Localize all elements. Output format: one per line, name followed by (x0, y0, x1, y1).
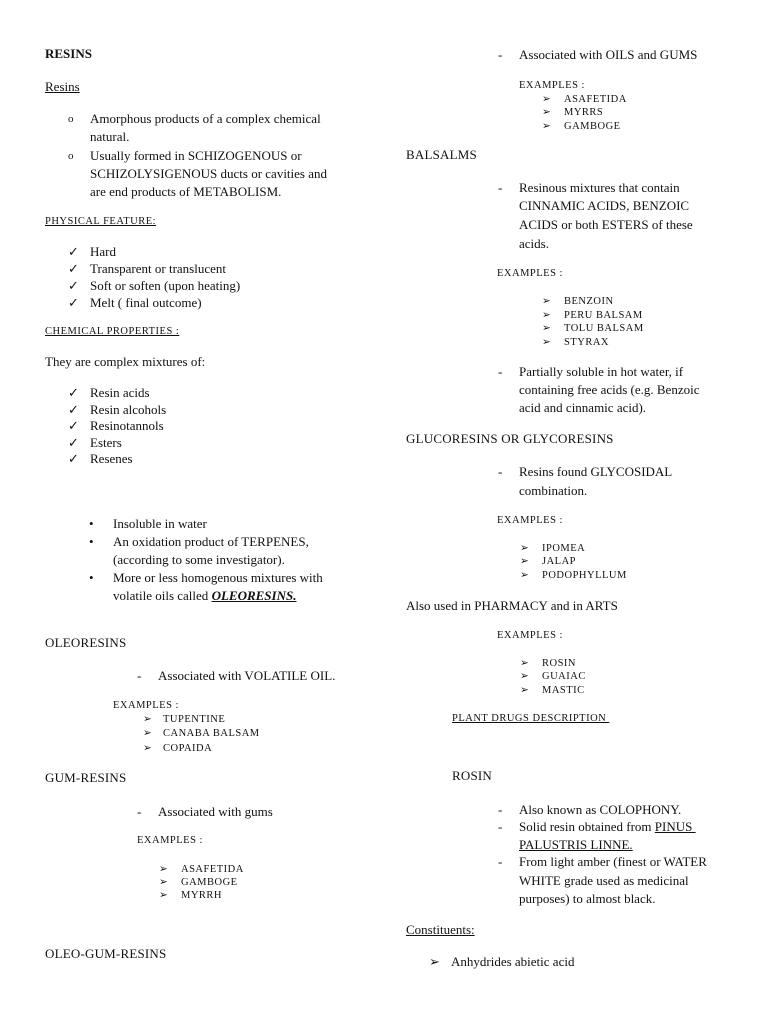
examples-label: EXAMPLES : (497, 268, 563, 279)
rosin-item (519, 818, 696, 836)
arrow-bullet-icon: ➢ (542, 337, 552, 348)
property-bullet-oleoresins (113, 587, 296, 605)
checkmark-icon: ✓ (68, 385, 79, 400)
rosin-item: purposes) to almost black. (519, 891, 656, 906)
arrow-bullet-icon: ➢ (520, 570, 530, 581)
example-item: PODOPHYLLUM (542, 570, 627, 581)
arrow-bullet-icon: ➢ (542, 94, 552, 105)
arrow-bullet-icon: ➢ (159, 877, 169, 888)
arrow-bullet-icon: ➢ (520, 685, 530, 696)
property-bullet: More or less homogenous mixtures with (113, 570, 323, 585)
rosin-item: Also known as COLOPHONY. (519, 802, 682, 817)
examples-label: EXAMPLES : (497, 630, 563, 641)
physical-item: Soft or soften (upon heating) (90, 278, 241, 293)
dash-icon: - (498, 464, 503, 479)
intro-line: Amorphous products of a complex chemical (90, 111, 321, 126)
oleo-gum-desc: Associated with OILS and GUMS (519, 47, 698, 62)
chemical-item: Resenes (90, 451, 133, 466)
example-item: JALAP (542, 556, 577, 567)
dot-bullet-icon: • (89, 516, 94, 531)
balsalms-heading: BALSALMS (406, 147, 477, 162)
rosin-item: WHITE grade used as medicinal (519, 873, 689, 888)
physical-item: Transparent or translucent (90, 261, 226, 276)
example-item: GUAIAC (542, 671, 586, 682)
chemical-item: Resin acids (90, 385, 150, 400)
example-item: GAMBOGE (181, 877, 238, 888)
example-item: MYRRH (181, 890, 223, 901)
intro-line: natural. (90, 129, 130, 144)
example-item: ROSIN (542, 658, 577, 669)
arrow-bullet-icon: ➢ (143, 714, 153, 725)
constituent-item: Anhydrides abietic acid (451, 954, 575, 969)
glucoresins-heading: GLUCORESINS OR GLYCORESINS (406, 431, 614, 446)
balsalms-note: Partially soluble in hot water, if (519, 364, 684, 379)
dash-icon: - (498, 180, 503, 195)
example-item: IPOMEA (542, 543, 586, 554)
arrow-bullet-icon: ➢ (542, 323, 552, 334)
rosin-item: From light amber (finest or WATER (519, 854, 707, 869)
circle-bullet-icon: o (68, 150, 74, 162)
examples-label: EXAMPLES : (137, 835, 203, 846)
checkmark-icon: ✓ (68, 402, 79, 417)
plant-drugs-heading: PLANT DRUGS DESCRIPTION (452, 713, 610, 724)
arrow-bullet-icon: ➢ (542, 107, 552, 118)
property-bullet: An oxidation product of TERPENES, (113, 534, 309, 549)
circle-bullet-icon: o (68, 113, 74, 125)
pharmacy-line: Also used in PHARMACY and in ARTS (406, 598, 618, 613)
arrow-bullet-icon: ➢ (542, 310, 552, 321)
arrow-bullet-icon: ➢ (159, 864, 169, 875)
balsalms-desc: CINNAMIC ACIDS, BENZOIC (519, 198, 690, 213)
checkmark-icon: ✓ (68, 261, 79, 276)
chemical-lead: They are complex mixtures of: (45, 354, 206, 369)
examples-label: EXAMPLES : (497, 515, 563, 526)
arrow-bullet-icon: ➢ (520, 658, 530, 669)
palustris-link: PALUSTRIS LINNE. (519, 837, 633, 852)
chemical-properties-heading: CHEMICAL PROPERTIES : (45, 326, 180, 337)
balsalms-desc: acids. (519, 236, 549, 251)
example-item: ASAFETIDA (564, 94, 627, 105)
example-item: PERU BALSAM (564, 310, 643, 321)
oleoresins-heading: OLEORESINS (45, 635, 127, 650)
physical-item: Melt ( final outcome) (90, 295, 202, 310)
resins-heading: Resins (45, 79, 80, 94)
examples-label: EXAMPLES : (113, 700, 179, 711)
dash-icon: - (498, 819, 503, 834)
intro-line: are end products of METABOLISM. (90, 184, 282, 199)
balsalms-desc: Resinous mixtures that contain (519, 180, 680, 195)
example-item: COPAIDA (163, 743, 213, 754)
chemical-item: Esters (90, 435, 122, 450)
physical-item: Hard (90, 244, 116, 259)
checkmark-icon: ✓ (68, 295, 79, 310)
dash-icon: - (137, 668, 142, 683)
balsalms-note: containing free acids (e.g. Benzoic (519, 382, 700, 397)
oleoresins-desc: Associated with VOLATILE OIL. (158, 668, 336, 683)
checkmark-icon: ✓ (68, 451, 79, 466)
rosin-item-text: Solid resin obtained from (519, 819, 655, 834)
arrow-bullet-icon: ➢ (520, 543, 530, 554)
example-item: GAMBOGE (564, 121, 621, 132)
oleo-gum-resins-heading: OLEO-GUM-RESINS (45, 946, 167, 961)
gum-resins-desc: Associated with gums (158, 804, 273, 819)
arrow-bullet-icon: ➢ (143, 728, 153, 739)
dash-icon: - (498, 364, 503, 379)
gum-resins-heading: GUM-RESINS (45, 770, 127, 785)
arrow-bullet-icon: ➢ (520, 671, 530, 682)
example-item: MASTIC (542, 685, 585, 696)
example-item: STYRAX (564, 337, 610, 348)
arrow-bullet-icon: ➢ (542, 121, 552, 132)
arrow-bullet-icon: ➢ (159, 890, 169, 901)
example-item: CANABA BALSAM (163, 728, 260, 739)
intro-line: SCHIZOLYSIGENOUS ducts or cavities and (90, 166, 328, 181)
checkmark-icon: ✓ (68, 244, 79, 259)
example-item: TUPENTINE (163, 714, 226, 725)
property-bullet: Insoluble in water (113, 516, 207, 531)
property-bullet: (according to some investigator). (113, 552, 285, 567)
checkmark-icon: ✓ (68, 418, 79, 433)
physical-feature-heading: PHYSICAL FEATURE: (45, 216, 157, 227)
example-item: BENZOIN (564, 296, 614, 307)
balsalms-desc: ACIDS or both ESTERS of these (519, 217, 693, 232)
checkmark-icon: ✓ (68, 435, 79, 450)
chemical-item: Resin alcohols (90, 402, 167, 417)
dot-bullet-icon: • (89, 534, 94, 549)
pinus-link: PINUS (654, 819, 696, 834)
dash-icon: - (498, 47, 503, 62)
example-item: MYRRS (564, 107, 604, 118)
property-bullet-text: volatile oils called (113, 588, 212, 603)
intro-line: Usually formed in SCHIZOGENOUS or (90, 148, 302, 163)
dash-icon: - (137, 804, 142, 819)
example-item: ASAFETIDA (181, 864, 244, 875)
arrow-bullet-icon: ➢ (542, 296, 552, 307)
page-title: RESINS (45, 46, 92, 61)
balsalms-note: acid and cinnamic acid). (519, 400, 647, 415)
rosin-heading: ROSIN (452, 768, 493, 783)
constituents-heading: Constituents: (406, 922, 475, 937)
checkmark-icon: ✓ (68, 278, 79, 293)
examples-label: EXAMPLES : (519, 80, 585, 91)
arrow-bullet-icon: ➢ (520, 556, 530, 567)
oleoresins-emphasis: OLEORESINS. (211, 588, 297, 603)
dot-bullet-icon: • (89, 570, 94, 585)
glucoresins-desc: combination. (519, 483, 588, 498)
dash-icon: - (498, 854, 503, 869)
glucoresins-desc: Resins found GLYCOSIDAL (519, 464, 673, 479)
dash-icon: - (498, 802, 503, 817)
chemical-item: Resinotannols (90, 418, 164, 433)
example-item: TOLU BALSAM (564, 323, 644, 334)
arrow-bullet-icon: ➢ (429, 954, 440, 969)
arrow-bullet-icon: ➢ (143, 743, 153, 754)
